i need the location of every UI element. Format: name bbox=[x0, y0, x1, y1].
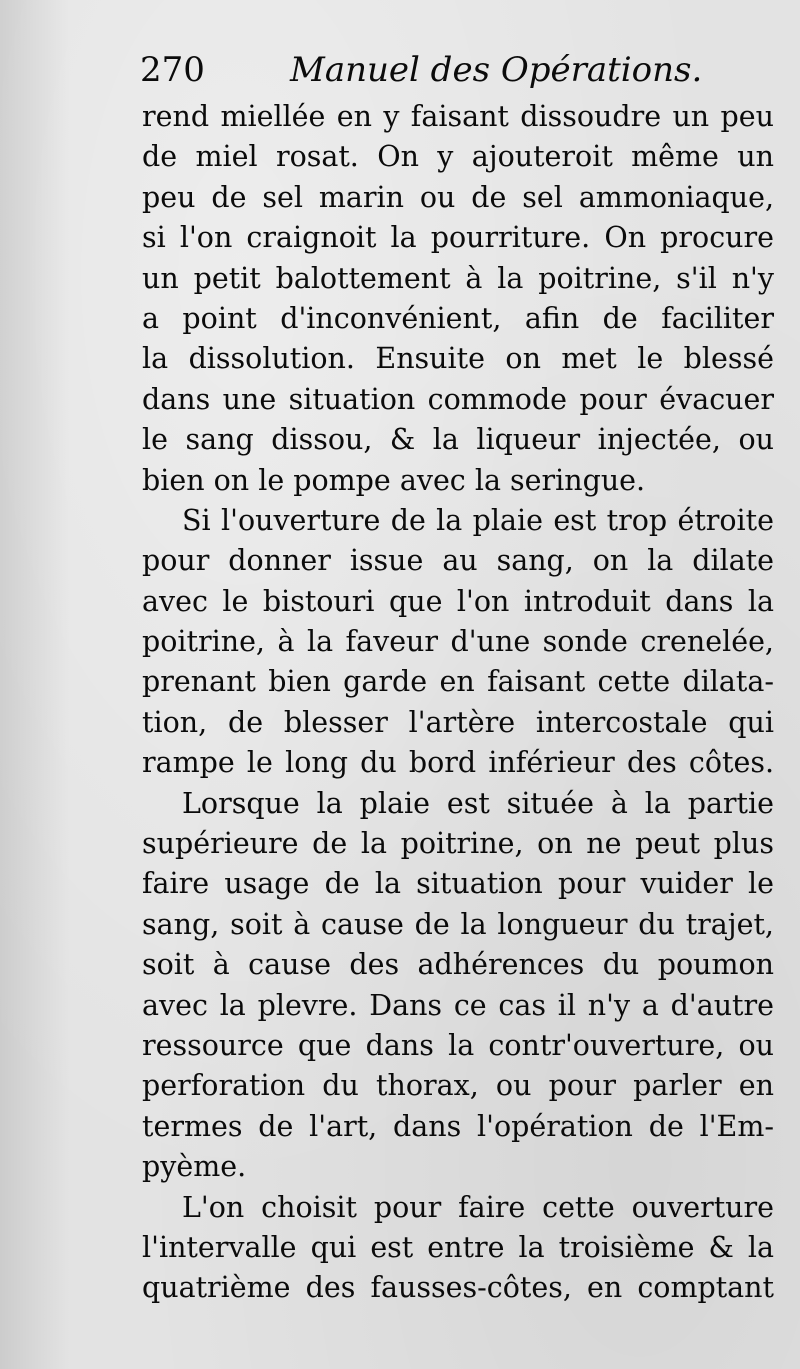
text-line: de miel rosat. On y ajouteroit même un bbox=[142, 140, 774, 174]
text-line: rampe le long du bord inférieur des côtes. bbox=[142, 746, 774, 780]
text-line: soit à cause des adhérences du poumon bbox=[142, 948, 774, 982]
text-line: pour donner issue au sang, on la dilate bbox=[142, 544, 774, 578]
text-line: poitrine, à la faveur d'une sonde crenelée, bbox=[142, 625, 774, 659]
text-line: Lorsque la plaie est située à la partie bbox=[182, 786, 774, 820]
text-line: quatrième des fausses-côtes, en comptant bbox=[142, 1271, 774, 1305]
text-line: le sang dissou, & la liqueur injectée, ou bbox=[142, 423, 774, 457]
text-line: avec la plevre. Dans ce cas il n'y a d'autre bbox=[142, 988, 774, 1022]
page-number: 270 bbox=[140, 50, 205, 90]
text-line: Si l'ouverture de la plaie est trop étroite bbox=[182, 503, 774, 537]
text-line: faire usage de la situation pour vuider le bbox=[142, 867, 774, 901]
text-line: dans une situation commode pour évacuer bbox=[142, 382, 774, 416]
text-line: rend miellée en y faisant dissoudre un peu bbox=[142, 100, 774, 133]
text-line: bien on le pompe avec la seringue. bbox=[142, 463, 646, 497]
text-line: a point d'inconvénient, afin de faciliter bbox=[142, 301, 774, 335]
text-line: L'on choisit pour faire cette ouverture bbox=[182, 1190, 774, 1224]
text-line: l'intervalle qui est entre la troisième & la bbox=[142, 1230, 774, 1264]
text-line: supérieure de la poitrine, on ne peut plus bbox=[142, 827, 774, 861]
body-text bbox=[142, 97, 774, 1309]
text-line: la dissolution. Ensuite on met le blessé bbox=[142, 342, 774, 376]
running-title: Manuel des Opérations. bbox=[290, 50, 703, 90]
running-head bbox=[140, 44, 790, 96]
text-line: pyème. bbox=[142, 1150, 247, 1184]
text-line: prenant bien garde en faisant cette dilata- bbox=[142, 665, 774, 699]
text-line: si l'on craignoit la pourriture. On procure bbox=[142, 221, 774, 255]
text-line: peu de sel marin ou de sel ammoniaque, bbox=[142, 180, 774, 214]
text-line: avec le bistouri que l'on introduit dans la bbox=[142, 584, 774, 618]
text-line: ressource que dans la contr'ouverture, ou bbox=[142, 1028, 774, 1062]
text-line: termes de l'art, dans l'opération de l'Em- bbox=[142, 1109, 774, 1143]
text-line: un petit balottement à la poitrine, s'il n'y bbox=[142, 261, 774, 295]
text-line: sang, soit à cause de la longueur du trajet, bbox=[142, 907, 774, 941]
text-line: tion, de blesser l'artère intercostale qui bbox=[142, 705, 774, 739]
text-line: perforation du thorax, ou pour parler en bbox=[142, 1069, 774, 1103]
page-edge-shadow bbox=[0, 0, 70, 1369]
